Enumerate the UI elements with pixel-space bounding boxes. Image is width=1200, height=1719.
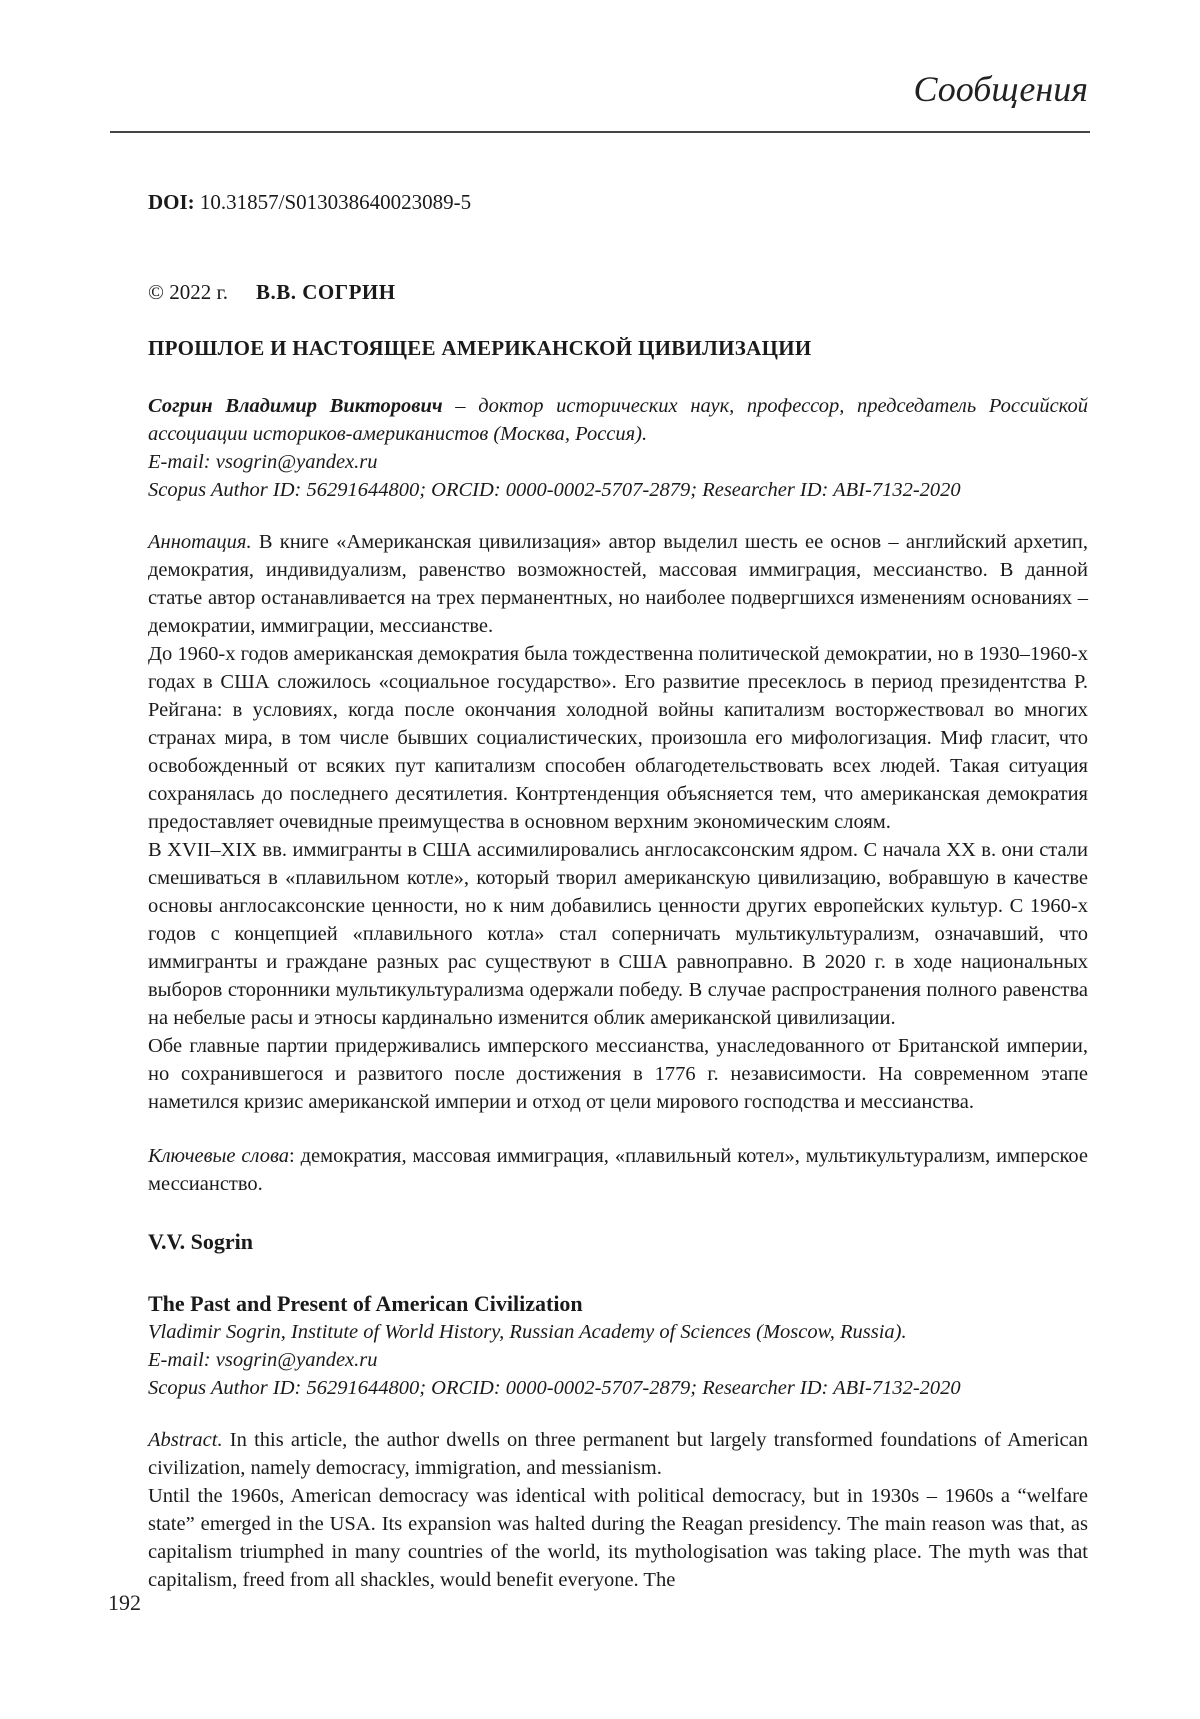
abstract-ru — [148, 528, 1088, 1116]
author-info-en — [148, 1318, 1088, 1402]
doi-line — [148, 188, 1088, 216]
abstract-ru-p4: Обе главные партии придерживались имперского мессианства, унаследованного от Британской империи, но сохранившегося и развитого после достижения в 1776 г. независимости. На современном этапе наметился кризис американской империи и отход от цели мирового господства и мессианства. — [148, 1035, 1088, 1113]
author-name-ru: Согрин Владимир Викторович — [148, 395, 443, 417]
author-ids-ru: Scopus Author ID: 56291644800; ORCID: 0000-0002-5707-2879; Researcher ID: ABI-7132-2020 — [148, 479, 961, 501]
abstract-ru-p1-text: В книге «Американская цивилизация» автор выделил шесть ее основ – английский архетип, демократия, индивидуализм, равенство возможностей, массовая иммиграция, мессианство. В данной статье автор останавливается на трех перманентных, но наиболее подвергшихся изменениям основаниях – демократии, иммиграции, мессианстве. — [148, 531, 1088, 637]
abstract-ru-p2: До 1960-х годов американская демократия была тождественна политической демократии, но в 1930–1960-х годах в США сложилось «социальное государство». Его развитие пресеклось в период президентства Р. Рейгана: в условиях, когда после окончания холодной войны капитализм восторжествовал во многих странах мира, в том числе бывших социалистических, произошла его мифологизация. Миф гласит, что освобожденный от всяких пут капитализм способен облагодетельствовать всех людей. Такая ситуация сохранялась до последнего десятилетия. Контртенденция объясняется тем, что американская демократия предоставляет очевидные преимущества в основном верхним экономическим слоям. — [148, 643, 1088, 833]
article-body — [148, 188, 1088, 1594]
abstract-ru-p1 — [148, 528, 1088, 640]
author-ids-en: Scopus Author ID: 56291644800; ORCID: 0000-0002-5707-2879; Researcher ID: ABI-7132-2020 — [148, 1377, 961, 1399]
author-description-ru: – доктор исторических наук, профессор, председатель Российской ассоциации историков-американистов (Москва, Россия). — [148, 395, 1088, 445]
author-email-ru: E-mail: vsogrin@yandex.ru — [148, 451, 378, 473]
abstract-en-label: Abstract. — [148, 1429, 223, 1451]
author-affiliation-en: Vladimir Sogrin, Institute of World History, Russian Academy of Sciences (Moscow, Russia). — [148, 1321, 907, 1343]
author-en: V.V. Sogrin — [148, 1229, 253, 1254]
abstract-en-p1 — [148, 1426, 1088, 1482]
abstract-en — [148, 1426, 1088, 1594]
article-title-en: The Past and Present of American Civilization — [148, 1291, 583, 1316]
page-number: 192 — [108, 1590, 141, 1615]
author-email-en: E-mail: vsogrin@yandex.ru — [148, 1349, 378, 1371]
doi-label: DOI: — [148, 190, 195, 214]
abstract-en-p1-text: In this article, the author dwells on three permanent but largely transformed foundations of American civilization, namely democracy, immigration, and messianism. — [148, 1429, 1088, 1479]
abstract-ru-p3: В XVII–XIX вв. иммигранты в США ассимилировались англосаксонским ядром. С начала XX в. они стали смешиваться в «плавильном котле», который творил американскую цивилизацию, вобравшую в качестве основы англосаксонские ценности, но к ним добавились ценности других европейских культур. С 1960-х годов с концепцией «плавильного котла» стал соперничать мультикультурализм, означавший, что иммигранты и граждане разных рас существуют в США равноправно. В 2020 г. в ходе национальных выборов сторонники мультикультурализма одержали победу. В случае распространения полного равенства на небелые расы и этносы кардинально изменится облик американской цивилизации. — [148, 839, 1088, 1029]
abstract-ru-label: Аннотация. — [148, 531, 252, 553]
author-info-ru — [148, 392, 1088, 504]
keywords-ru-text: : демократия, массовая иммиграция, «плавильный котел», мультикультурализм, имперское мессианство. — [148, 1145, 1088, 1195]
copyright-author: В.В. СОГРИН — [255, 280, 396, 304]
abstract-en-p2: Until the 1960s, American democracy was identical with political democracy, but in 1930s – 1960s a “welfare state” emerged in the USA. Its expansion was halted during the Reagan presidency. The main reason was that, as capitalism triumphed in many countries of the world, its mythologisation was taking place. The myth was that capitalism, freed from all shackles, would benefit everyone. The — [148, 1485, 1088, 1591]
header-rule — [110, 131, 1090, 133]
article-title-ru: ПРОШЛОЕ И НАСТОЯЩЕЕ АМЕРИКАНСКОЙ ЦИВИЛИЗАЦИИ — [148, 336, 812, 360]
copyright-year: © 2022 г. — [148, 280, 228, 304]
author-name-line — [148, 392, 1088, 448]
doi-value: 10.31857/S013038640023089-5 — [194, 190, 472, 214]
keywords-ru — [148, 1142, 1088, 1198]
section-header: Сообщения — [913, 69, 1088, 109]
keywords-ru-label: Ключевые слова — [148, 1145, 289, 1167]
copyright-line — [148, 278, 1088, 306]
